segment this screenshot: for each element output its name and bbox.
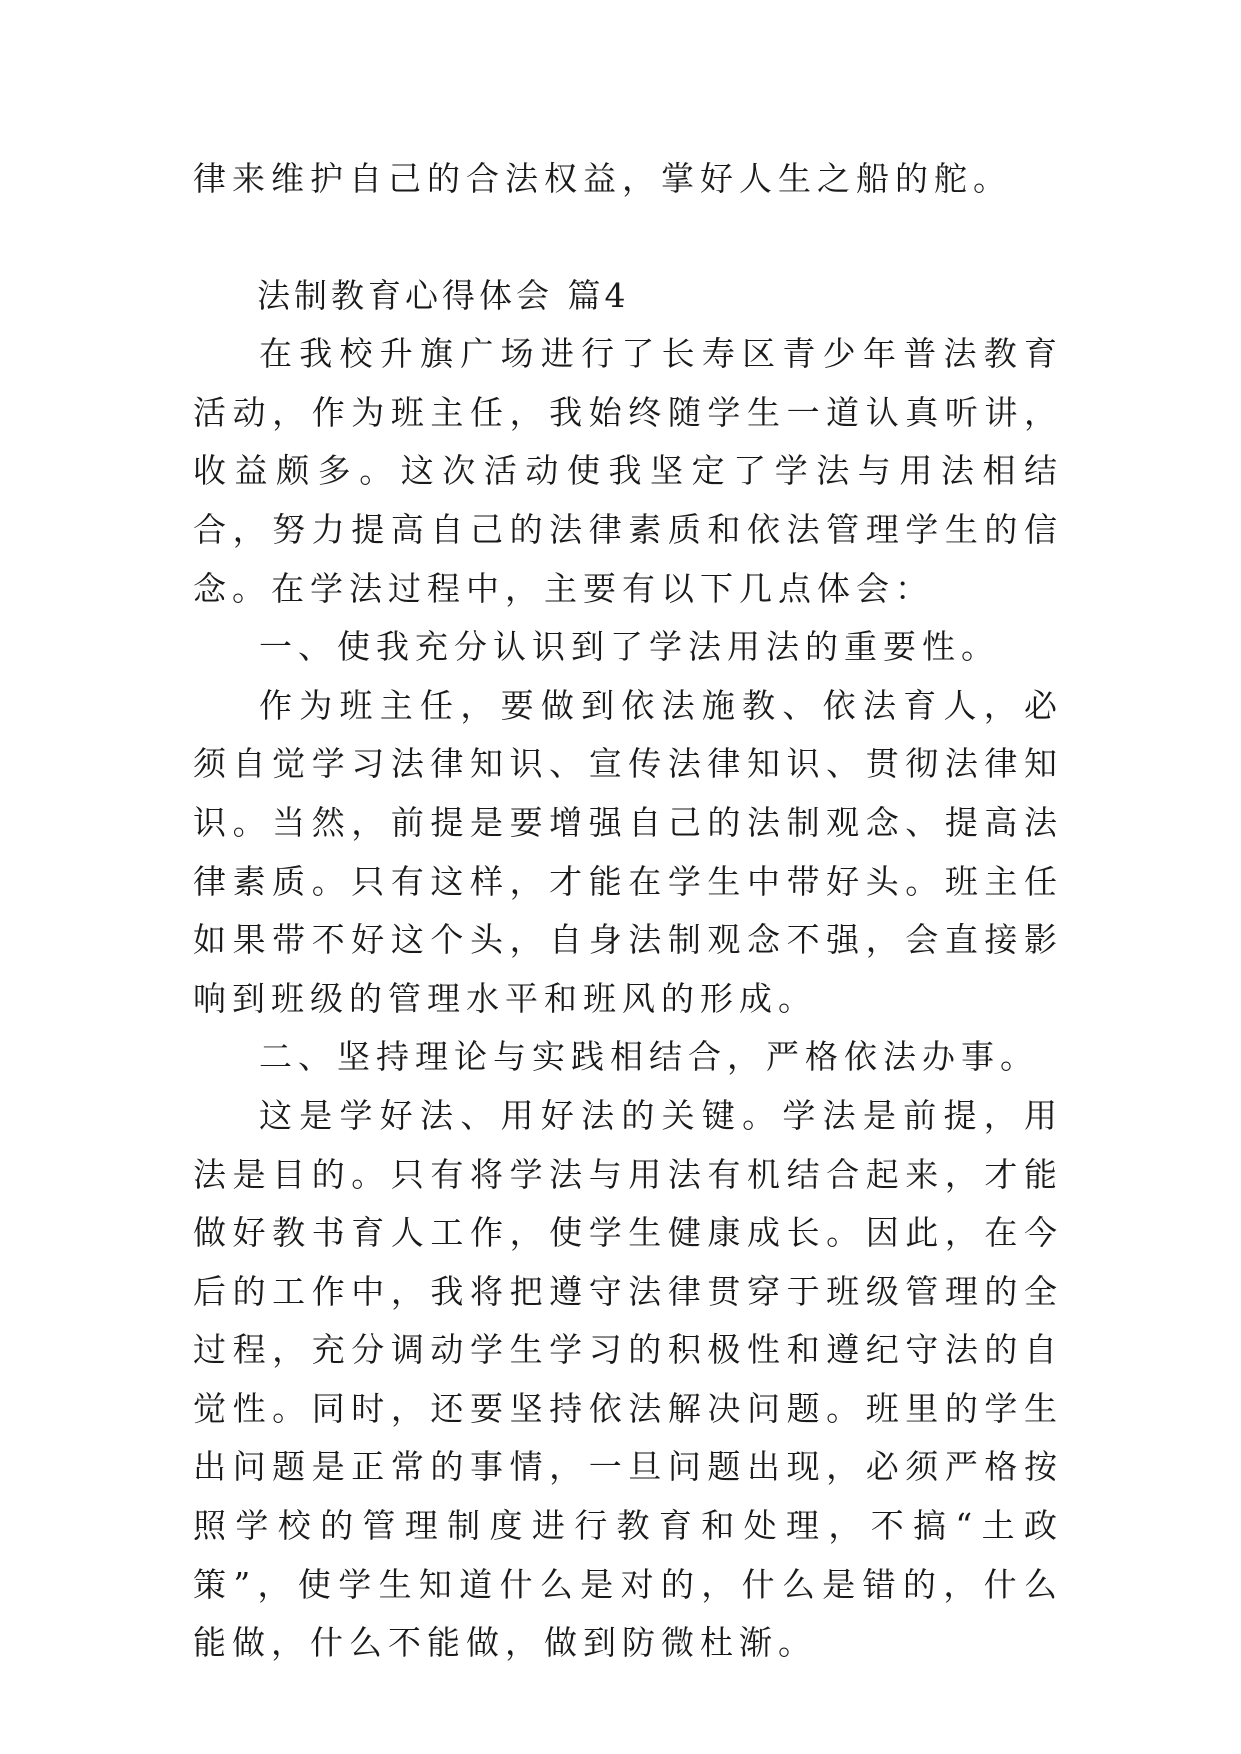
document-body — [193, 150, 1063, 1673]
paragraph-point-one: 作为班主任，要做到依法施教、依法育人，必须自觉学习法律知识、宣传法律知识、贯彻法律知识。当然，前提是要增强自己的法制观念、提高法律素质。只有这样，才能在学生中带好头。班主任如果带不好这个头，自身法制观念不强，会直接影响到班级的管理水平和班风的形成。 — [193, 685, 1063, 1018]
point-two-heading: 二、坚持理论与实践相结合，严格依法办事。 — [259, 1037, 1039, 1077]
paragraph-point-two: 这是学好法、用好法的关键。学法是前提，用法是目的。只有将学法与用法有机结合起来，才能做好教书育人工作，使学生健康成长。因此，在今后的工作中，我将把遵守法律贯穿于班级管理的全过程，充分调动学生学习的积极性和遵纪守法的自觉性。同时，还要坚持依法解决问题。班里的学生出问题是正常的事情，一旦问题出现，必须严格按照学校的管理制度进行教育和处理，不搞“土政策”，使学生知道什么是对的，什么是错的，什么能做，什么不能做，做到防微杜渐。 — [193, 1095, 1063, 1663]
point-one-heading: 一、使我充分认识到了学法用法的重要性。 — [259, 627, 1000, 667]
paragraph-intro: 在我校升旗广场进行了长寿区青少年普法教育活动，作为班主任，我始终随学生一道认真听讲，收益颇多。这次活动使我坚定了学法与用法相结合，努力提高自己的法律素质和依法管理学生的信念。在学法过程中，主要有以下几点体会： — [193, 334, 1063, 608]
continued-paragraph: 律来维护自己的合法权益，掌好人生之船的舵。 — [193, 159, 1012, 198]
section-title: 法制教育心得体会 篇4 — [257, 275, 630, 315]
